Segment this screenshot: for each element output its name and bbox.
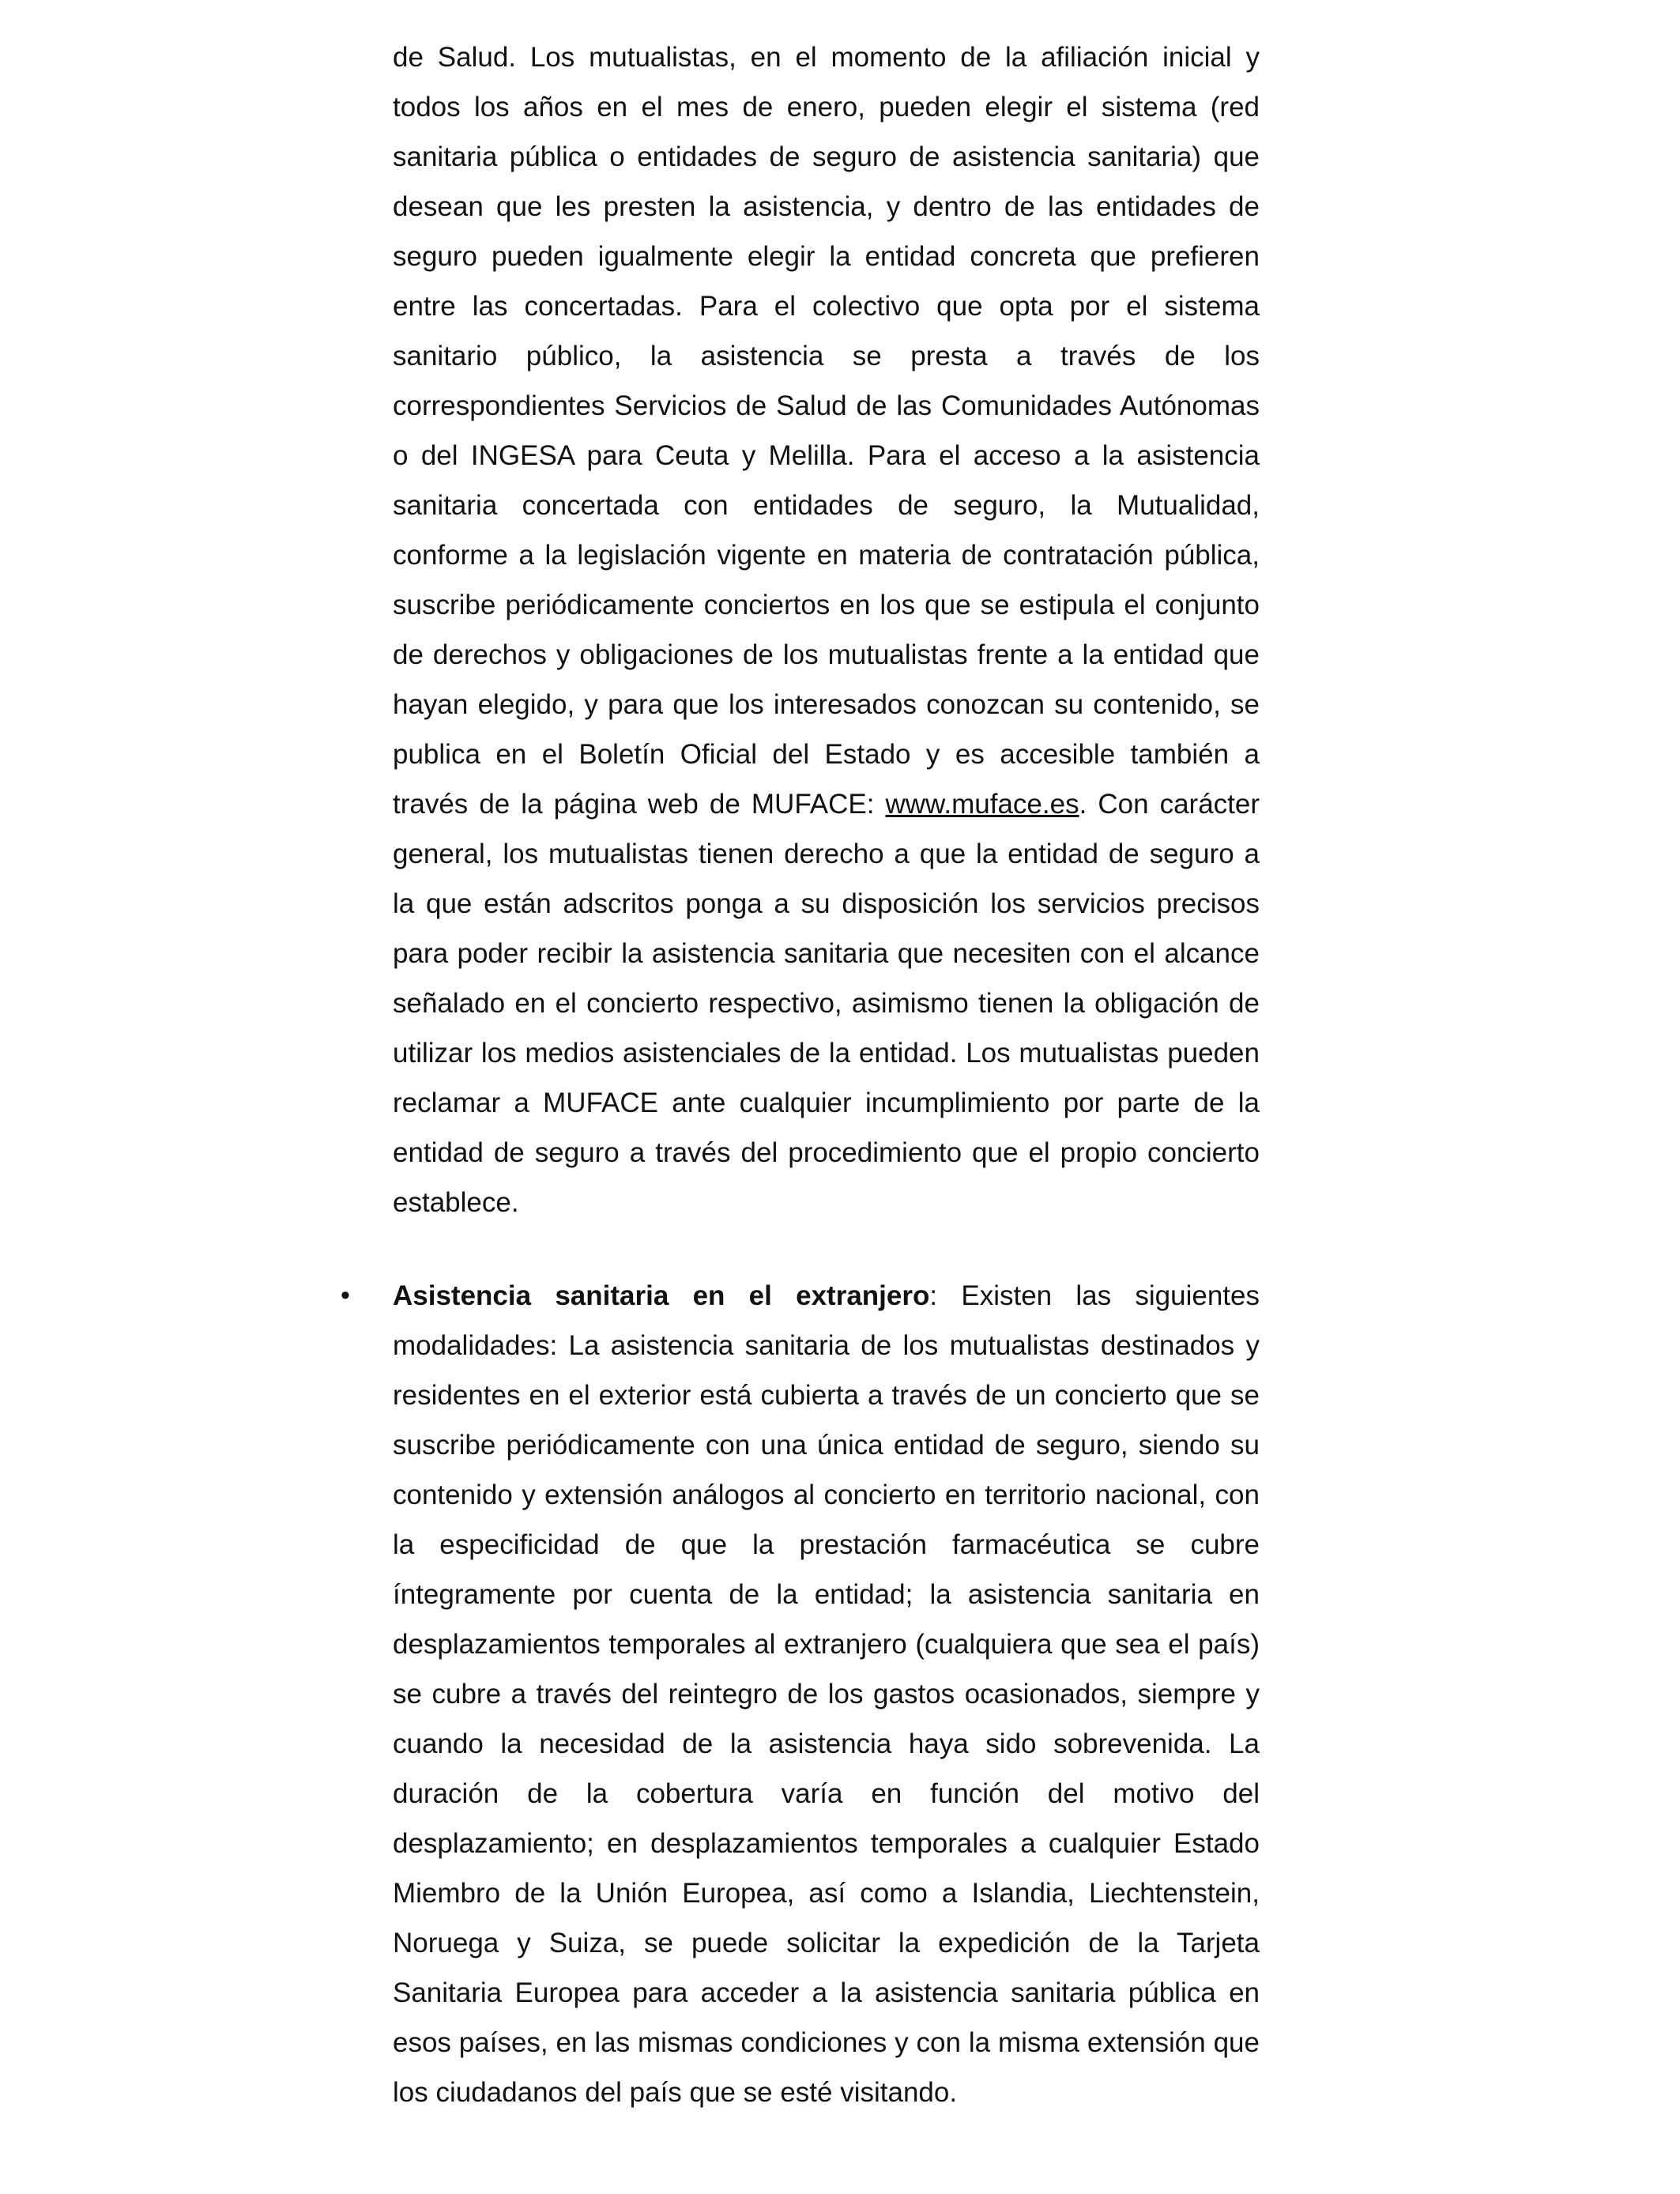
muface-website-link[interactable]: www.muface.es: [885, 789, 1079, 820]
paragraph-text-end: . Con carácter general, los mutualistas tienen derecho a que la entidad de seguro a la que están adscritos ponga a su disposición los servicios precisos para poder recibir la asistencia sanitaria que necesiten con el alcance señalado en el concierto respectivo, asimismo tienen la obligación de utilizar los medios asistenciales de la entidad. Los mutualistas pueden reclamar a MUFACE ante cualquier incumplimiento por parte de la entidad de seguro a través del procedimiento que el propio concierto establece.: [393, 789, 1260, 1218]
body-paragraph: [393, 32, 1260, 1227]
paragraph-text-start: de Salud. Los mutualistas, en el momento de la afiliación inicial y todos los años en el mes de enero, pueden elegir el sistema (red sanitaria pública o entidades de seguro de asistencia sanitaria) que desean que les presten la asistencia, y dentro de las entidades de seguro pueden igualmente elegir la entidad concreta que prefieren entre las concertadas. Para el colectivo que opta por el sistema sanitario público, la asistencia se presta a través de los correspondientes Servicios de Salud de las Comunidades Autónomas o del INGESA para Ceuta y Melilla. Para el acceso a la asistencia sanitaria concertada con entidades de seguro, la Mutualidad, conforme a la legislación vigente en materia de contratación pública, suscribe periódicamente conciertos en los que se estipula el conjunto de derechos y obligaciones de los mutualistas frente a la entidad que hayan elegido, y para que los interesados conozcan su contenido, se publica en el Boletín Oficial del Estado y es accesible también a través de la página web de MUFACE:: [393, 42, 1260, 820]
list-item-body: : Existen las siguientes modalidades: La asistencia sanitaria de los mutualistas destinados y residentes en el exterior está cubierta a través de un concierto que se suscribe periódicamente con una única entidad de seguro, siendo su contenido y extensión análogos al concierto en territorio nacional, con la especificidad de que la prestación farmacéutica se cubre íntegramente por cuenta de la entidad; la asistencia sanitaria en desplazamientos temporales al extranjero (cualquiera que sea el país) se cubre a través del reintegro de los gastos ocasionados, siempre y cuando la necesidad de la asistencia haya sido sobrevenida. La duración de la cobertura varía en función del motivo del desplazamiento; en desplazamientos temporales a cualquier Estado Miembro de la Unión Europea, así como a Islandia, Liechtenstein, Noruega y Suiza, se puede solicitar la expedición de la Tarjeta Sanitaria Europea para acceder a la asistencia sanitaria pública en esos países, en las mismas condiciones y con la misma extensión que los ciudadanos del país que se esté visitando.: [393, 1280, 1260, 2108]
bullet-icon: •: [341, 1280, 350, 1310]
list-item-foreign-healthcare: [341, 1271, 1260, 2117]
list-item-heading: Asistencia sanitaria en el extranjero: [393, 1280, 930, 1311]
